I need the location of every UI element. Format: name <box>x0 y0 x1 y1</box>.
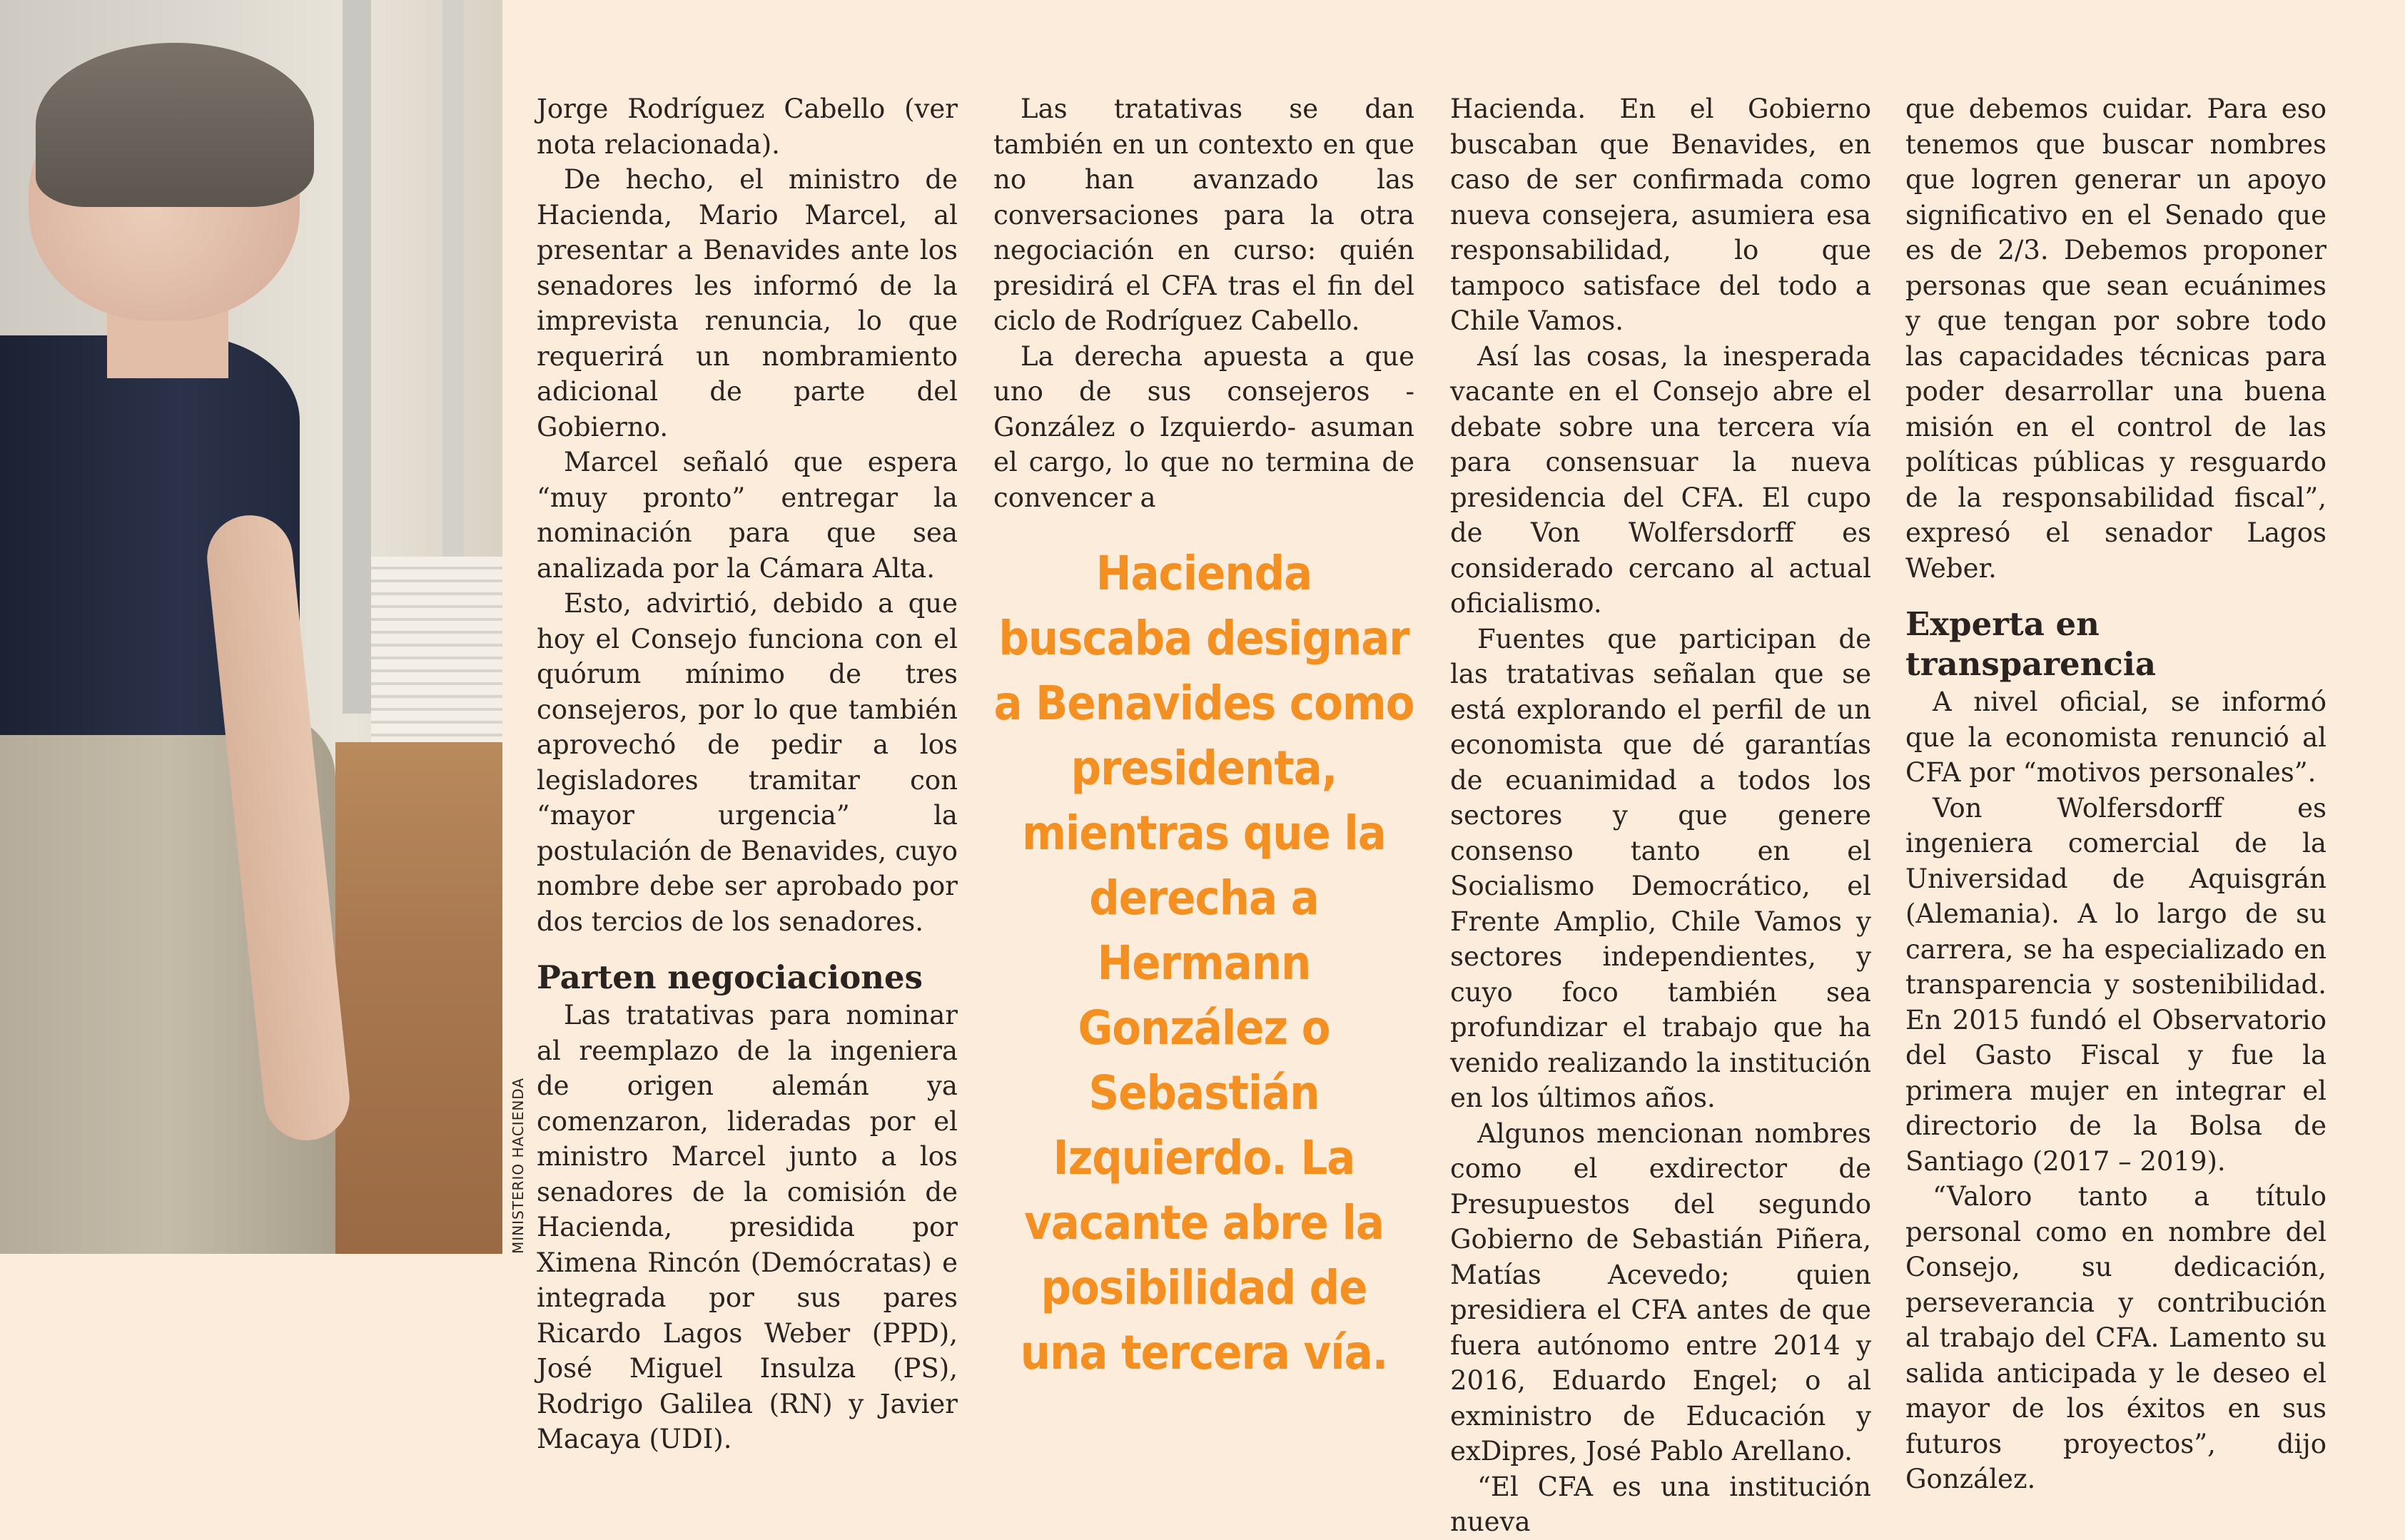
paragraph: Jorge Rodríguez Cabello (ver nota relacionada). <box>537 93 958 160</box>
paragraph: Fuentes que participan de las tratativas señalan que se está explorando el perfil de un economista que dé garantías de ecuanimidad a todos los sectores y que genere consenso tanto en el Socialismo Democrático, el Frente Amplio, Chile Vamos y sectores independientes, y cuyo foco también sea profundizar el trabajo que ha venido realizando la institución en los últimos años. <box>1450 623 1871 1113</box>
photo-subject-hair <box>36 43 314 207</box>
photo-background-shelf <box>335 742 502 1254</box>
paragraph: La derecha apuesta a que uno de sus consejeros -González o Izquierdo- asuman el cargo, lo que no termina de convencer a <box>993 340 1414 513</box>
paragraph: “Valoro tanto a título personal como en nombre del Consejo, su dedicación, perseverancia y contribución al trabajo del CFA. Lamento su salida anticipada y le deseo el mayor de los éxitos en sus futuros proyectos”, dijo González. <box>1905 1181 2326 1494</box>
paragraph: Las tratativas se dan también en un contexto en que no han avanzado las conversaciones para la otra negociación en curso: quién presidirá el CFA tras el fin del ciclo de Rodríguez Cabello. <box>993 93 1414 336</box>
photo-credit: MINISTERIO HACIENDA <box>510 1077 527 1254</box>
article-column-2 <box>993 91 1414 515</box>
article-column-3 <box>1450 91 1871 1540</box>
paragraph: Marcel señaló que espera “muy pronto” entregar la nominación para que sea analizada por la Cámara Alta. <box>537 447 958 584</box>
paragraph: Algunos mencionan nombres como el exdirector de Presupuestos del segundo Gobierno de Sebastián Piñera, Matías Acevedo; quien presidiera el CFA antes de que fuera autónomo entre 2014 y 2016, Eduardo Engel; o al exministro de Educación y exDipres, José Pablo Arellano. <box>1450 1118 1871 1466</box>
paragraph: Las tratativas para nominar al reemplazo de la ingeniera de origen alemán ya comenzaron, lideradas por el ministro Marcel junto a los senadores de la comisión de Hacienda, presidida por Ximena Rincón (Demócratas) e integrada por sus pares Ricardo Lagos Weber (PPD), José Miguel Insulza (PS), Rodrigo Galilea (RN) y Javier Macaya (UDI). <box>537 1000 958 1454</box>
paragraph: Hacienda. En el Gobierno buscaban que Benavides, en caso de ser confirmada como nueva consejera, asumiera esa responsabilidad, lo que tampoco satisface del todo a Chile Vamos. <box>1450 93 1871 336</box>
subheading-experta-en-transparencia: Experta en transparencia <box>1905 605 2157 683</box>
paragraph: Así las cosas, la inesperada vacante en el Consejo abre el debate sobre una tercera vía para consensuar la nueva presidencia del CFA. El cupo de Von Wolfersdorff es considerado cercano al actual oficialismo. <box>1450 340 1871 619</box>
paragraph: De hecho, el ministro de Hacienda, Mario Marcel, al presentar a Benavides ante los senadores les informó de la imprevista renuncia, lo que requerirá un nombramiento adicional de parte del Gobierno. <box>537 164 958 442</box>
article-photo <box>0 0 502 1254</box>
photo-background-wall <box>343 0 371 714</box>
article-column-1 <box>537 91 958 1457</box>
article-column-4 <box>1905 91 2326 1497</box>
paragraph: A nivel oficial, se informó que la economista renunció al CFA por “motivos personales”. <box>1905 687 2326 788</box>
paragraph: que debemos cuidar. Para eso tenemos que buscar nombres que logren generar un apoyo significativo en el Senado que es de 2/3. Debemos proponer personas que sean ecuánimes y que tengan por sobre todo las capacidades técnicas para poder desarrollar una buena misión en el control de las políticas públicas y resguardo de la responsabilidad fiscal”, expresó el senador Lagos Weber. <box>1905 93 2326 584</box>
pull-quote: Hacienda buscaba designar a Benavides como presidenta, mientras que la derecha a Hermann González o Sebastián Izquierdo. La vacante abre la posibilidad de una tercera vía. <box>993 546 1414 1380</box>
paragraph: “El CFA es una institución nueva <box>1450 1471 1871 1537</box>
subheading-parten-negociaciones: Parten negociaciones <box>537 958 923 996</box>
photo-background-papers <box>371 557 502 742</box>
paragraph: Esto, advirtió, debido a que hoy el Consejo funciona con el quórum mínimo de tres consejeros, por lo que también aprovechó de pedir a los legisladores tramitar con “mayor urgencia” la postulación de Benavides, cuyo nombre debe ser aprobado por dos tercios de los senadores. <box>537 588 958 937</box>
paragraph: Von Wolfersdorff es ingeniera comercial de la Universidad de Aquisgrán (Alemania). A lo largo de su carrera, se ha especializado en transparencia y sostenibilidad. En 2015 fundó el Observatorio del Gasto Fiscal y fue la primera mujer en integrar el directorio de la Bolsa de Santiago (2017 – 2019). <box>1905 792 2326 1177</box>
